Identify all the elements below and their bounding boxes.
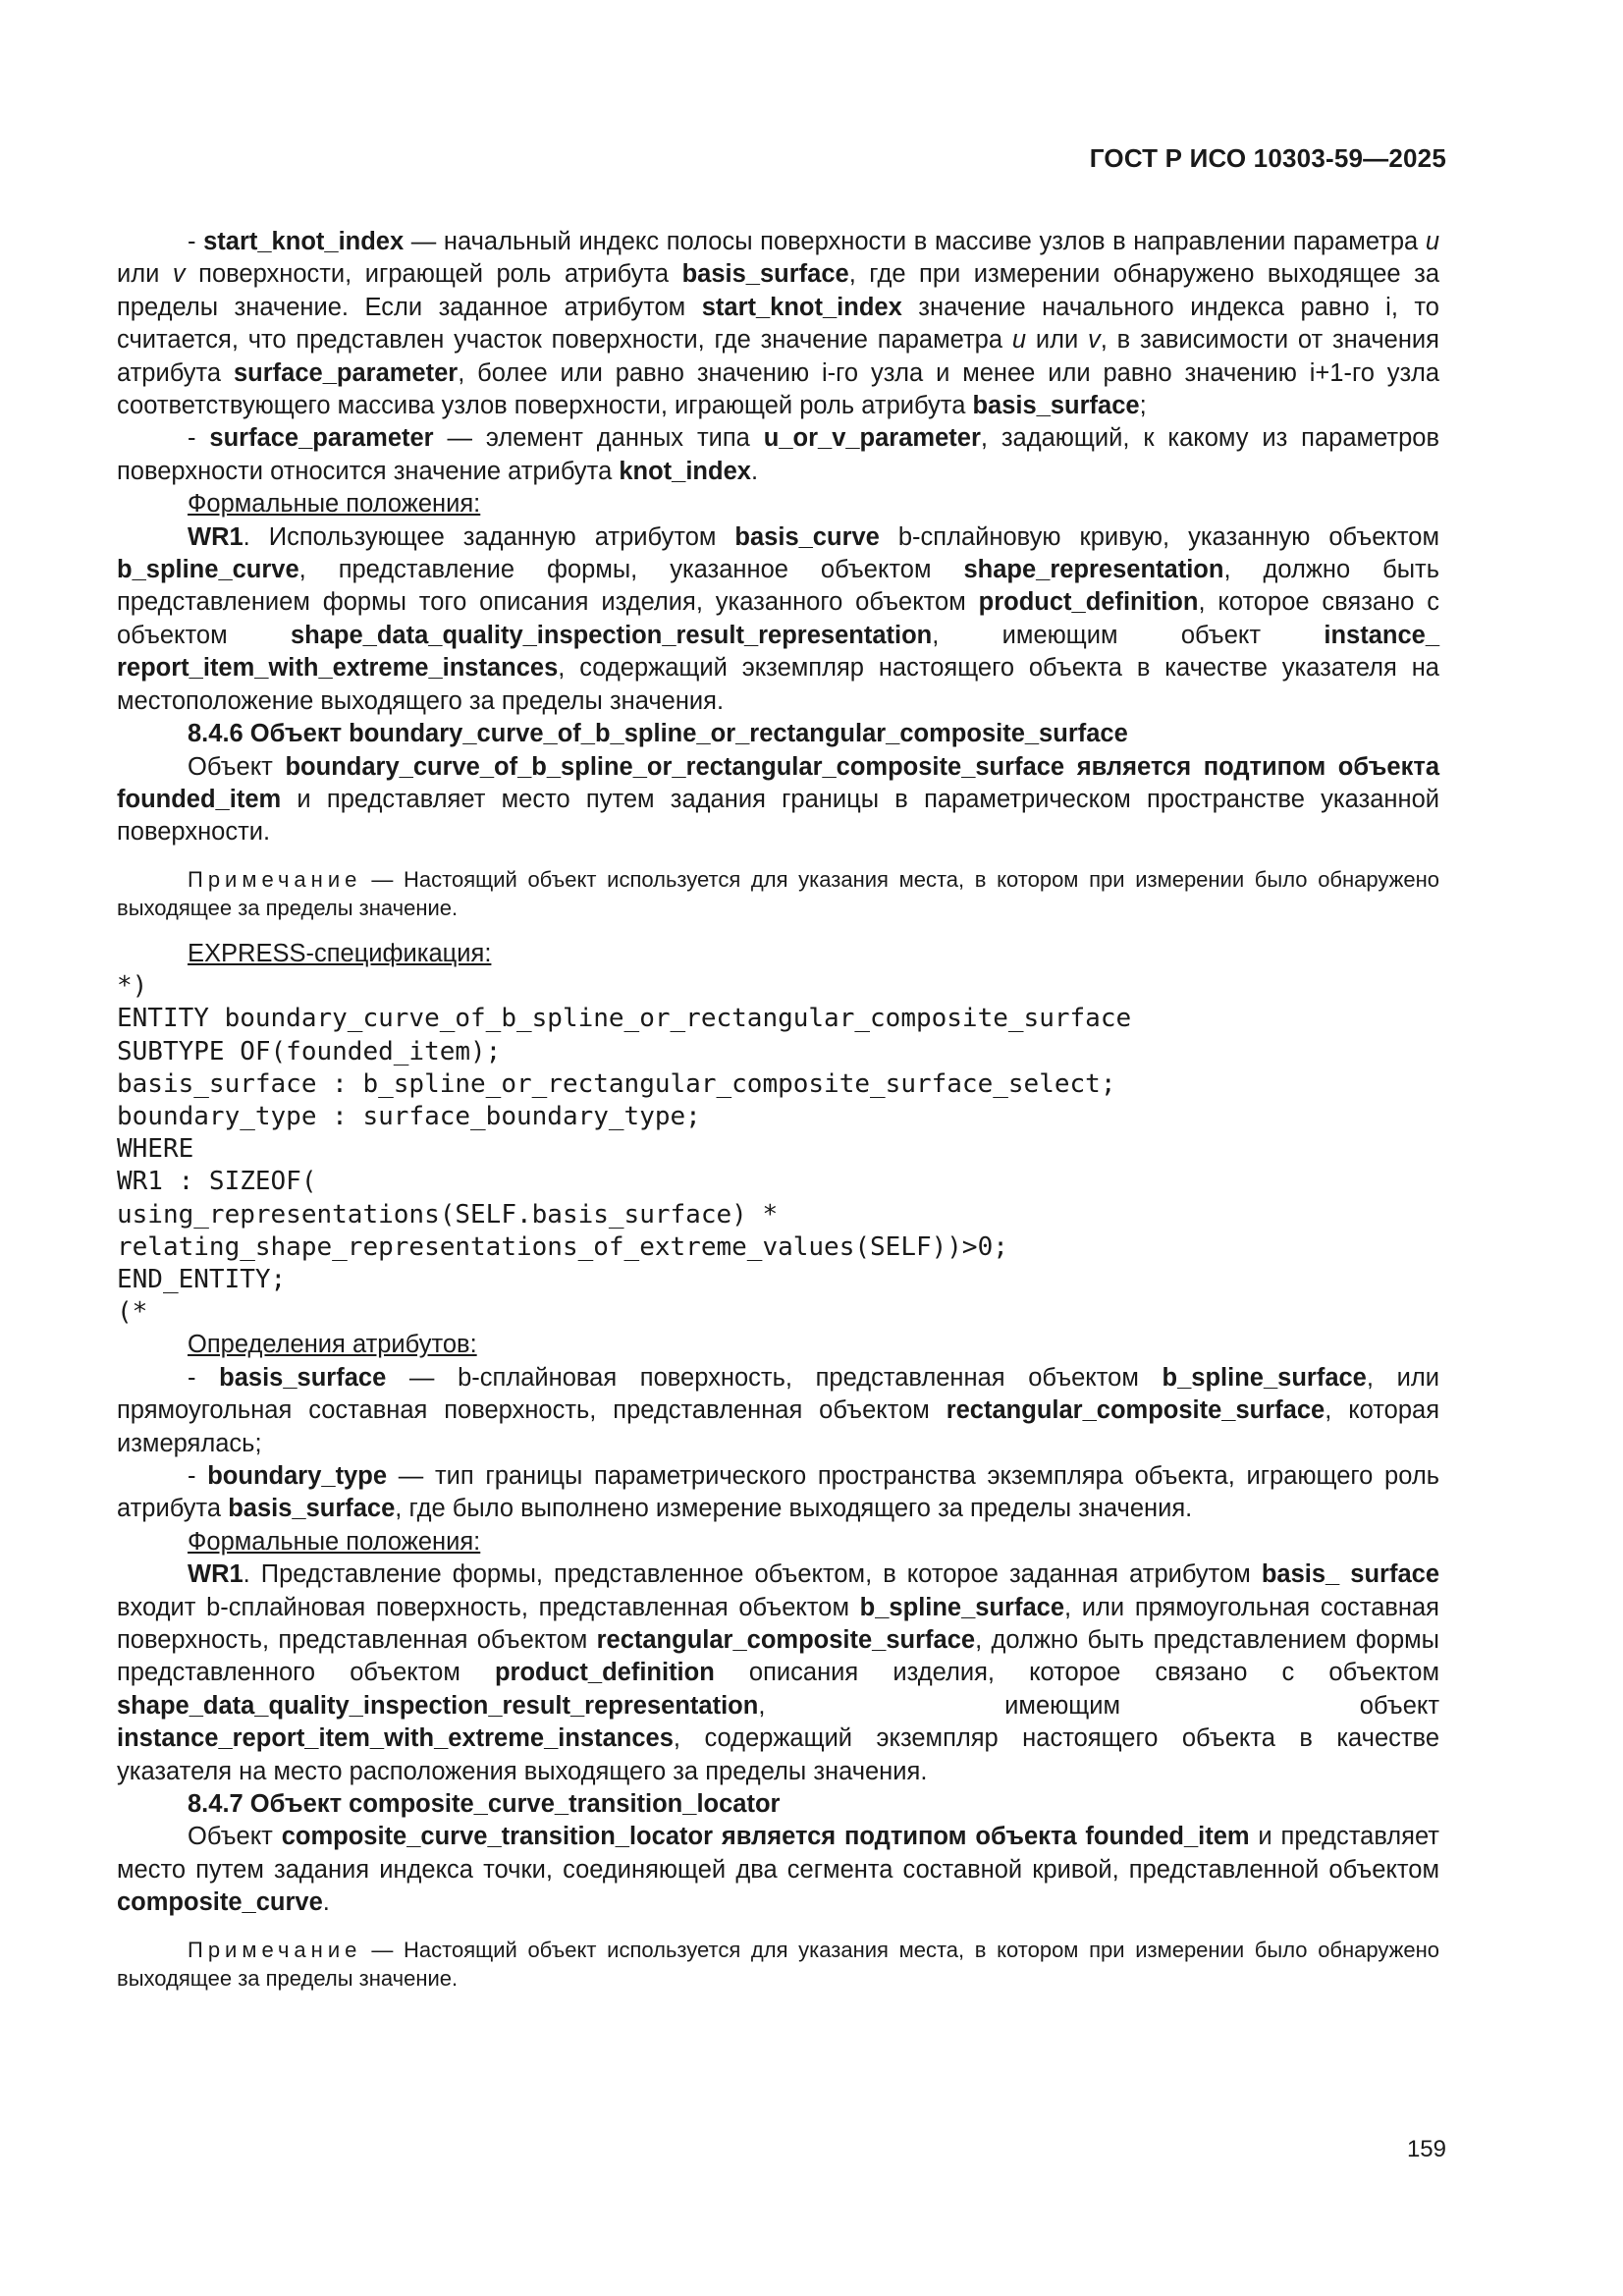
note-label: Примечание — [188, 1937, 362, 1962]
code-line: basis_surface : b_spline_or_rectangular_composite_surface_select; — [117, 1068, 1116, 1099]
code-line: relating_shape_representations_of_extreme_values(SELF))>0; — [117, 1231, 1008, 1262]
section-846-intro: Объект boundary_curve_of_b_spline_or_rectangular_composite_surface является подтипом объекта founded_item и представляет место путем задания границы в параметрическом пространстве указанной поверхности. — [117, 752, 1440, 847]
code-line: ENTITY boundary_curve_of_b_spline_or_rectangular_composite_surface — [117, 1004, 1132, 1034]
note-label: Примечание — [188, 866, 362, 892]
wr1-rule: WR1. Использующее заданную атрибутом basis_curve b-сплайновую кривую, указанную объектом b_spline_curve, представление формы, указанное объектом shape_representation, должно быть представлением формы того описания изделия, указанного объектом product_definition, которое связано с объектом shape_data_quality_inspection_result_representation, имеющим объект instance_ report_item_with_extreme_instances, содержащий экземпляр настоящего объекта в качестве указателя на местоположение выходящего за пределы значения. — [117, 522, 1440, 715]
note-text: — Настоящий объект используется для указания места, в котором при измерении было обнаружено выходящее за пределы значение. — [117, 866, 1439, 920]
page-number: 159 — [1406, 2136, 1446, 2162]
surface-parameter-definition: - surface_parameter — элемент данных типа u_or_v_parameter, задающий, к какому из параметров поверхности относится значение атрибута knot_index. — [117, 424, 1439, 485]
section-847-intro: Объект composite_curve_transition_locator является подтипом объекта founded_item и представляет место путем задания индекса точки, соединяющей два сегмента составной кривой, представленной объектом composite_curve. — [117, 1823, 1439, 1917]
document-body — [117, 226, 1439, 2008]
basis-surface-definition: - basis_surface — b-сплайновая поверхность, представленная объектом b_spline_surface, или прямоугольная составная поверхность, представленная объектом rectangular_composite_surface, которая измерялась; — [117, 1363, 1439, 1457]
code-line: END_ENTITY; — [117, 1264, 287, 1294]
code-line: SUBTYPE OF(founded_item); — [117, 1036, 502, 1066]
note-846 — [117, 865, 1439, 922]
document-header: ГОСТ Р ИСО 10303-59—2025 — [1089, 143, 1446, 173]
formal-provisions-heading: Формальные положения: — [188, 490, 481, 519]
wr1-rule-846: WR1. Представление формы, представленное объектом, в которое заданная атрибутом basis_ surface входит b-сплайновая поверхность, представленная объектом b_spline_surface, или прямоугольная составная поверхность, представленная объектом rectangular_composite_surface, должно быть представлением формы представленного объектом product_definition описания изделия, которое связано с объектом shape_data_quality_inspection_result_representation, имеющим объект instance_report_item_with_extreme_instances, содержащий экземпляр настоящего объекта в качестве указателя на место расположения выходящего за пределы значения. — [117, 1560, 1439, 1785]
code-line: (* — [117, 1297, 148, 1328]
code-line: boundary_type : surface_boundary_type; — [117, 1101, 701, 1131]
start-knot-index-definition: - start_knot_index — начальный индекс полосы поверхности в массиве узлов в направлении параметра u или v поверхности, играющей роль атрибута basis_surface, где при измерении обнаружено выходящее за пределы значение. Если заданное атрибутом start_knot_index значение начального индекса равно i, то считается, что представлен участок поверхности, где значение параметра u или v, в зависимости от значения атрибута surface_parameter, более или равно значению i-го узла и менее или равно значению i+1-го узла соответствующего массива узлов поверхности, играющей роль атрибута basis_surface; — [117, 228, 1439, 420]
section-846-heading: 8.4.6 Объект boundary_curve_of_b_spline_or_rectangular_composite_surface — [188, 720, 1128, 748]
note-847 — [117, 1936, 1439, 1993]
section-847-heading: 8.4.7 Объект composite_curve_transition_locator — [188, 1790, 781, 1819]
formal-provisions-heading-2: Формальные положения: — [188, 1527, 481, 1556]
code-line: *) — [117, 971, 148, 1002]
code-line: using_representations(SELF.basis_surface) * — [117, 1199, 779, 1230]
note-text: — Настоящий объект используется для указания места, в котором при измерении было обнаружено выходящее за пределы значение. — [117, 1937, 1439, 1991]
express-code-block — [117, 970, 1439, 1329]
express-spec-heading: EXPRESS-спецификация: — [188, 939, 492, 967]
code-line: WHERE — [117, 1134, 194, 1165]
code-line: WR1 : SIZEOF( — [117, 1167, 317, 1197]
attribute-definitions-heading: Определения атрибутов: — [188, 1331, 477, 1359]
boundary-type-definition: - boundary_type — тип границы параметрического пространства экземпляра объекта, играющего роль атрибута basis_surface, где было выполнено измерение выходящего за пределы значения. — [117, 1461, 1440, 1523]
